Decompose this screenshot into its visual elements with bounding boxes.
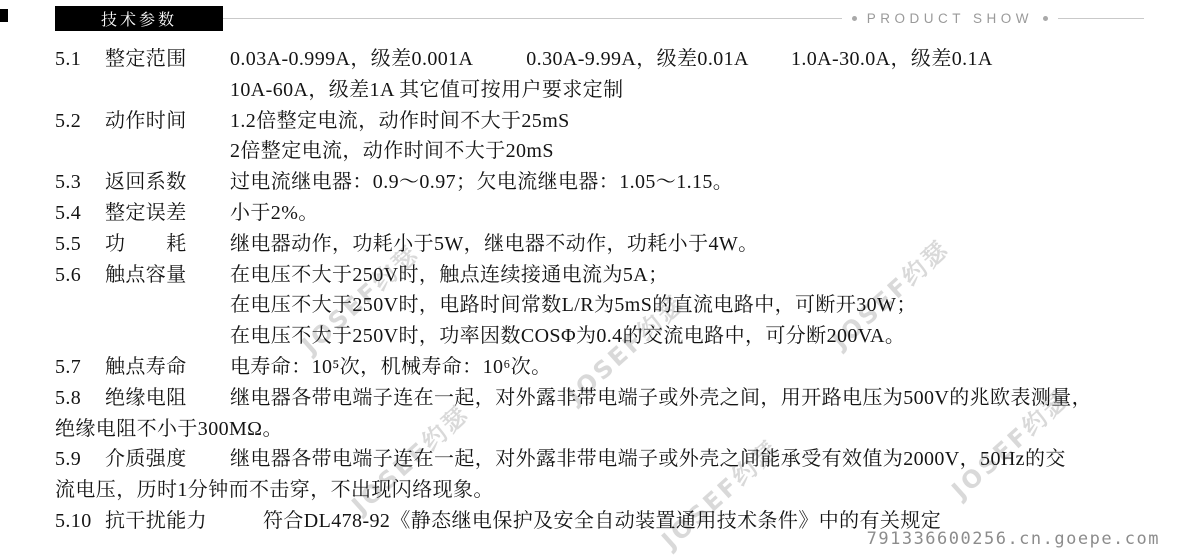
bullet-dot-left	[852, 16, 857, 21]
spec-label: 绝缘电阻	[105, 386, 187, 409]
spec-number: 5.9	[55, 448, 82, 471]
spec-text: 继电器动作，功耗小于5W，继电器不动作，功耗小于4W。	[230, 232, 759, 255]
bullet-dot-right	[1043, 16, 1048, 21]
spec-row	[0, 229, 1200, 260]
section-title: 技术参数	[100, 12, 177, 29]
spec-row	[0, 106, 1200, 137]
document-header	[0, 0, 1200, 38]
spec-label: 触点寿命	[105, 355, 187, 378]
spec-label: 返回系数	[105, 171, 187, 194]
diagonal-watermark: JOSEF约瑟	[826, 234, 956, 355]
spec-continuation: 在电压不大于250V时，电路时间常数L/R为5mS的直流电路中，可断开30W；	[230, 294, 917, 317]
spec-row	[0, 44, 1200, 75]
spec-row	[0, 444, 1200, 475]
rule-line-left	[223, 18, 842, 19]
spec-number: 5.6	[55, 263, 82, 286]
spec-number: 5.10	[55, 509, 92, 532]
spec-text: 小于2%。	[230, 201, 319, 224]
spec-text: 0.03A-0.999A，级差0.001A 0.30A-9.99A，级差0.01A 1.0A-30.0A，级差0.1A	[230, 48, 993, 70]
spec-continuation: 流电压，历时1分钟而不击穿，不出现闪络现象。	[55, 479, 494, 502]
header-rule	[223, 10, 1144, 27]
spec-number: 5.7	[55, 355, 82, 378]
spec-text: 继电器各带电端子连在一起，对外露非带电端子或外壳之间，用开路电压为500V的兆欧表测量，	[230, 386, 1093, 409]
left-edge-mark	[0, 9, 8, 22]
spec-number: 5.8	[55, 386, 82, 409]
site-watermark: 791336600256.cn.goepe.com	[866, 529, 1160, 549]
spec-label: 介质强度	[105, 448, 187, 471]
section-title-badge	[55, 6, 223, 31]
product-show-label: PRODUCT SHOW	[866, 11, 1033, 26]
spec-text: 1.2倍整定电流，动作时间不大于25mS	[230, 109, 570, 132]
diagonal-watermark: JOSEF约瑟	[296, 239, 426, 360]
spec-number: 5.5	[55, 232, 82, 255]
spec-text: 在电压不大于250V时，触点连续接通电流为5A；	[230, 263, 669, 286]
spec-number: 5.4	[55, 201, 82, 224]
spec-number: 5.2	[55, 109, 82, 132]
spec-continuation: 10A-60A，级差1A 其它值可按用户要求定制	[230, 78, 624, 101]
spec-label: 整定误差	[105, 201, 187, 224]
spec-label: 触点容量	[105, 263, 187, 286]
rule-line-right	[1058, 18, 1144, 19]
spec-text: 符合DL478-92《静态继电保护及安全自动装置通用技术条件》中的有关规定	[263, 509, 942, 532]
spec-list	[0, 44, 1200, 537]
spec-number: 5.3	[55, 171, 82, 194]
spec-label: 动作时间	[105, 109, 187, 132]
spec-row	[0, 352, 1200, 383]
spec-continuation: 绝缘电阻不小于300MΩ。	[55, 417, 283, 440]
diagonal-watermark: JOSEF约瑟	[561, 289, 691, 410]
spec-label: 整定范围	[105, 48, 187, 70]
spec-text: 过电流继电器：0.9～0.97；欠电流继电器：1.05～1.15。	[230, 171, 734, 194]
spec-text: 继电器各带电端子连在一起，对外露非带电端子或外壳之间能承受有效值为2000V，50Hz的交	[230, 448, 1066, 471]
spec-text: 电寿命：10⁵次，机械寿命：10⁶次。	[230, 355, 552, 378]
diagonal-watermark: JOSEF约瑟	[346, 399, 476, 520]
spec-row	[0, 260, 1200, 291]
spec-row	[0, 383, 1200, 414]
spec-continuation: 2倍整定电流，动作时间不大于20mS	[230, 140, 554, 163]
spec-label: 抗干扰能力	[105, 509, 207, 532]
spec-row	[0, 167, 1200, 198]
spec-continuation: 在电压不大于250V时，功率因数COSΦ为0.4的交流电路中，可分断200VA。	[230, 325, 906, 348]
spec-row	[0, 198, 1200, 229]
spec-label: 功 耗	[105, 232, 187, 255]
diagonal-watermark: JOSEF约瑟	[946, 384, 1076, 505]
spec-number: 5.1	[55, 48, 82, 70]
diagonal-watermark: JOSEF约瑟	[656, 434, 786, 555]
